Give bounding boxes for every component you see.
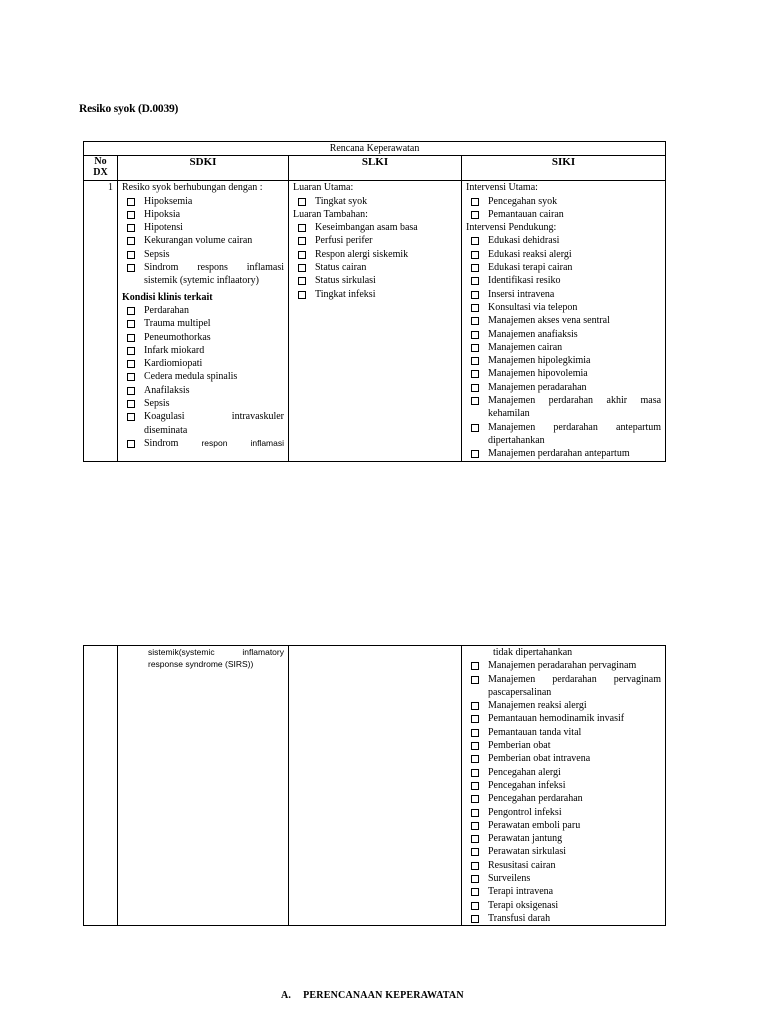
- sdki-intro: Resiko syok berhubungan dengan :: [122, 182, 263, 194]
- list-item: Peneumothorkas: [122, 331, 284, 344]
- list-item: Trauma multipel: [122, 317, 284, 330]
- header-no-dx: No DX: [84, 156, 118, 181]
- list-item: Pengontrol infeksi: [466, 806, 661, 819]
- list-item: Manajemen perdarahan antepartum: [466, 447, 661, 460]
- sdki-last-item-list: [122, 437, 284, 450]
- list-item: Pencegahan perdarahan: [466, 792, 661, 805]
- sdki-continued-line1: sistemik(systemic inflamatory: [148, 647, 284, 657]
- list-item: Pencegahan syok: [466, 195, 661, 208]
- list-item: Hipoksia: [122, 208, 284, 221]
- list-item: Manajemen peradarahan: [466, 381, 661, 394]
- list-item: Pencegahan alergi: [466, 766, 661, 779]
- list-item: Kekurangan volume cairan: [122, 234, 284, 247]
- row-number: 1: [84, 181, 118, 461]
- siki-cell: [462, 181, 666, 461]
- list-item: Tingkat syok: [293, 195, 457, 208]
- list-item: Sindrom respon inflamasi: [122, 437, 284, 450]
- list-item: Edukasi terapi cairan: [466, 261, 661, 274]
- list-item: Manajemen hipolegkimia: [466, 354, 661, 367]
- header-siki: SIKI: [462, 156, 666, 181]
- sdki-continued-line2: response syndrome (SIRS)): [148, 659, 254, 669]
- list-item: Manajemen perdarahan akhir masa kehamilan: [466, 394, 661, 421]
- siki-support-list: [466, 234, 661, 460]
- list-item: Identifikasi resiko: [466, 274, 661, 287]
- header-slki: SLKI: [289, 156, 462, 181]
- list-item: Terapi oksigenasi: [466, 899, 661, 912]
- slki-main-list: [293, 195, 457, 208]
- list-item: Pemantauan cairan: [466, 208, 661, 221]
- siki-cell-continued: [462, 646, 666, 926]
- list-item: Koagulasi intravaskuler diseminata: [122, 410, 284, 437]
- siki-main-list: [466, 195, 661, 222]
- list-item: Cedera medula spinalis: [122, 370, 284, 383]
- list-item: Sepsis: [122, 248, 284, 261]
- list-item: Perawatan emboli paru: [466, 819, 661, 832]
- list-item: Resusitasi cairan: [466, 859, 661, 872]
- list-item: Manajemen cairan: [466, 341, 661, 354]
- table-title: Rencana Keperawatan: [84, 142, 666, 156]
- list-item: Infark miokard: [122, 344, 284, 357]
- footer-number: A.: [281, 990, 292, 1001]
- list-item: Respon alergi siskemik: [293, 248, 457, 261]
- sdki-conditions-list: [122, 304, 284, 437]
- list-item: Pemantauan tanda vital: [466, 726, 661, 739]
- sdki-risk-list: [122, 195, 284, 288]
- list-item: Manajemen hipovolemia: [466, 367, 661, 380]
- list-item: Manajemen akses vena sentral: [466, 314, 661, 327]
- list-item: Pemberian obat: [466, 739, 661, 752]
- list-item: Hipotensi: [122, 221, 284, 234]
- list-item: Manajemen reaksi alergi: [466, 699, 661, 712]
- list-item: Tingkat infeksi: [293, 288, 457, 301]
- list-item: Konsultasi via telepon: [466, 301, 661, 314]
- list-item: Pemberian obat intravena: [466, 752, 661, 765]
- list-item: Hipoksemia: [122, 195, 284, 208]
- care-plan-table-page1: [83, 141, 666, 462]
- slki-cell: [289, 181, 462, 461]
- list-item: Surveilens: [466, 872, 661, 885]
- siki-support-label: Intervensi Pendukung:: [466, 222, 557, 234]
- list-item: Edukasi dehidrasi: [466, 234, 661, 247]
- list-item: Sindrom respons inflamasi sistemik (sytemic inflaatory): [122, 261, 284, 288]
- list-item: Perfusi perifer: [293, 234, 457, 247]
- slki-extra-list: [293, 221, 457, 301]
- slki-main-label: Luaran Utama:: [293, 182, 354, 194]
- list-item: Keseimbangan asam basa: [293, 221, 457, 234]
- sdki-conditions-heading: Kondisi klinis terkait: [122, 291, 213, 303]
- footer-title: PERENCANAAN KEPERAWATAN: [303, 990, 464, 1001]
- list-item: Terapi intravena: [466, 885, 661, 898]
- footer-section-title: [281, 990, 464, 1001]
- list-item: Pemantauan hemodinamik invasif: [466, 712, 661, 725]
- list-item: Sepsis: [122, 397, 284, 410]
- section-heading: Resiko syok (D.0039): [79, 103, 179, 115]
- care-plan-table-page2: [83, 645, 666, 926]
- sdki-cell: [118, 181, 289, 461]
- list-item: Status sirkulasi: [293, 274, 457, 287]
- siki-main-label: Intervensi Utama:: [466, 182, 538, 194]
- list-item: Transfusi darah: [466, 912, 661, 925]
- list-item: Insersi intravena: [466, 288, 661, 301]
- list-item: Edukasi reaksi alergi: [466, 248, 661, 261]
- list-item: Kardiomiopati: [122, 357, 284, 370]
- list-item: Manajemen peradarahan pervaginam: [466, 659, 661, 672]
- list-item: Pencegahan infeksi: [466, 779, 661, 792]
- list-item: Manajemen anafiaksis: [466, 328, 661, 341]
- list-item: Perdarahan: [122, 304, 284, 317]
- header-sdki: SDKI: [118, 156, 289, 181]
- slki-extra-label: Luaran Tambahan:: [293, 208, 368, 220]
- slki-cell-continued: [289, 646, 462, 926]
- list-item: Anafilaksis: [122, 384, 284, 397]
- list-item: Manajemen perdarahan antepartum dipertahankan: [466, 421, 661, 448]
- list-item: Perawatan jantung: [466, 832, 661, 845]
- sdki-cell-continued: [118, 646, 289, 926]
- siki-continued-list: [466, 659, 661, 925]
- list-item: Status cairan: [293, 261, 457, 274]
- list-item: Manajemen perdarahan pervaginam pascapersalinan: [466, 673, 661, 700]
- row-number-empty: [84, 646, 118, 926]
- list-item: Perawatan sirkulasi: [466, 845, 661, 858]
- siki-continued-text: tidak dipertahankan: [493, 647, 573, 658]
